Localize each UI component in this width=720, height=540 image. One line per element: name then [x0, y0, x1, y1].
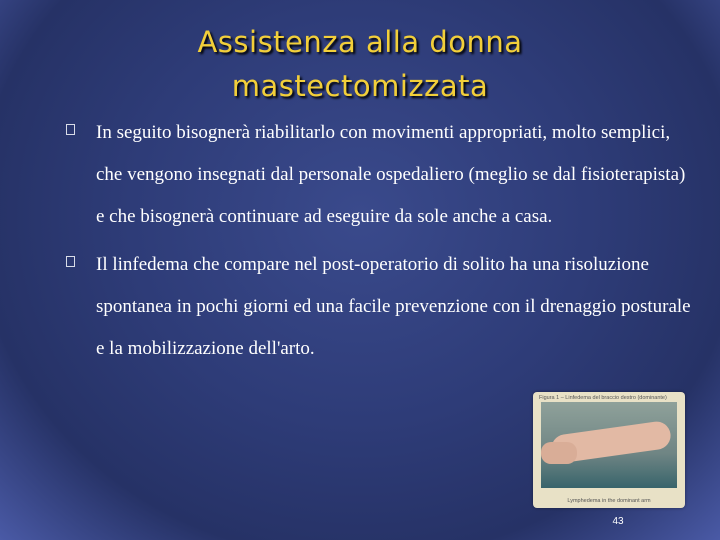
slide-title-line-2: mastectomizzata	[231, 69, 489, 103]
page-number: 43	[612, 516, 624, 527]
bullet-item	[66, 112, 696, 238]
arm-photo	[541, 402, 677, 488]
figure-subcaption: Lymphedema in the dominant arm	[567, 498, 651, 504]
hand-shape	[541, 442, 577, 464]
bullet-text: In seguito bisognerà riabilitarlo con movimenti appropriati, molto semplici, che vengono insegnati dal personale ospedaliero (meglio se dal fisioterapista) e che bisognerà continuare ad eseguire da sole anche a casa.	[96, 122, 686, 227]
bullet-box-icon	[66, 256, 75, 267]
lymphedema-figure	[533, 392, 685, 508]
bullet-item	[66, 244, 696, 370]
slide-title-line-1: Assistenza alla donna	[197, 25, 523, 59]
bullet-text: Il linfedema che compare nel post-operatorio di solito ha una risoluzione spontanea in pochi giorni ed una facile prevenzione con il drenaggio posturale e la mobilizzazione dell'arto.	[96, 254, 691, 359]
figure-caption: Figura 1 – Linfedema del braccio destro (dominante)	[539, 395, 667, 401]
bullet-list	[66, 112, 696, 376]
slide-title	[100, 20, 620, 108]
bullet-box-icon	[66, 124, 75, 135]
